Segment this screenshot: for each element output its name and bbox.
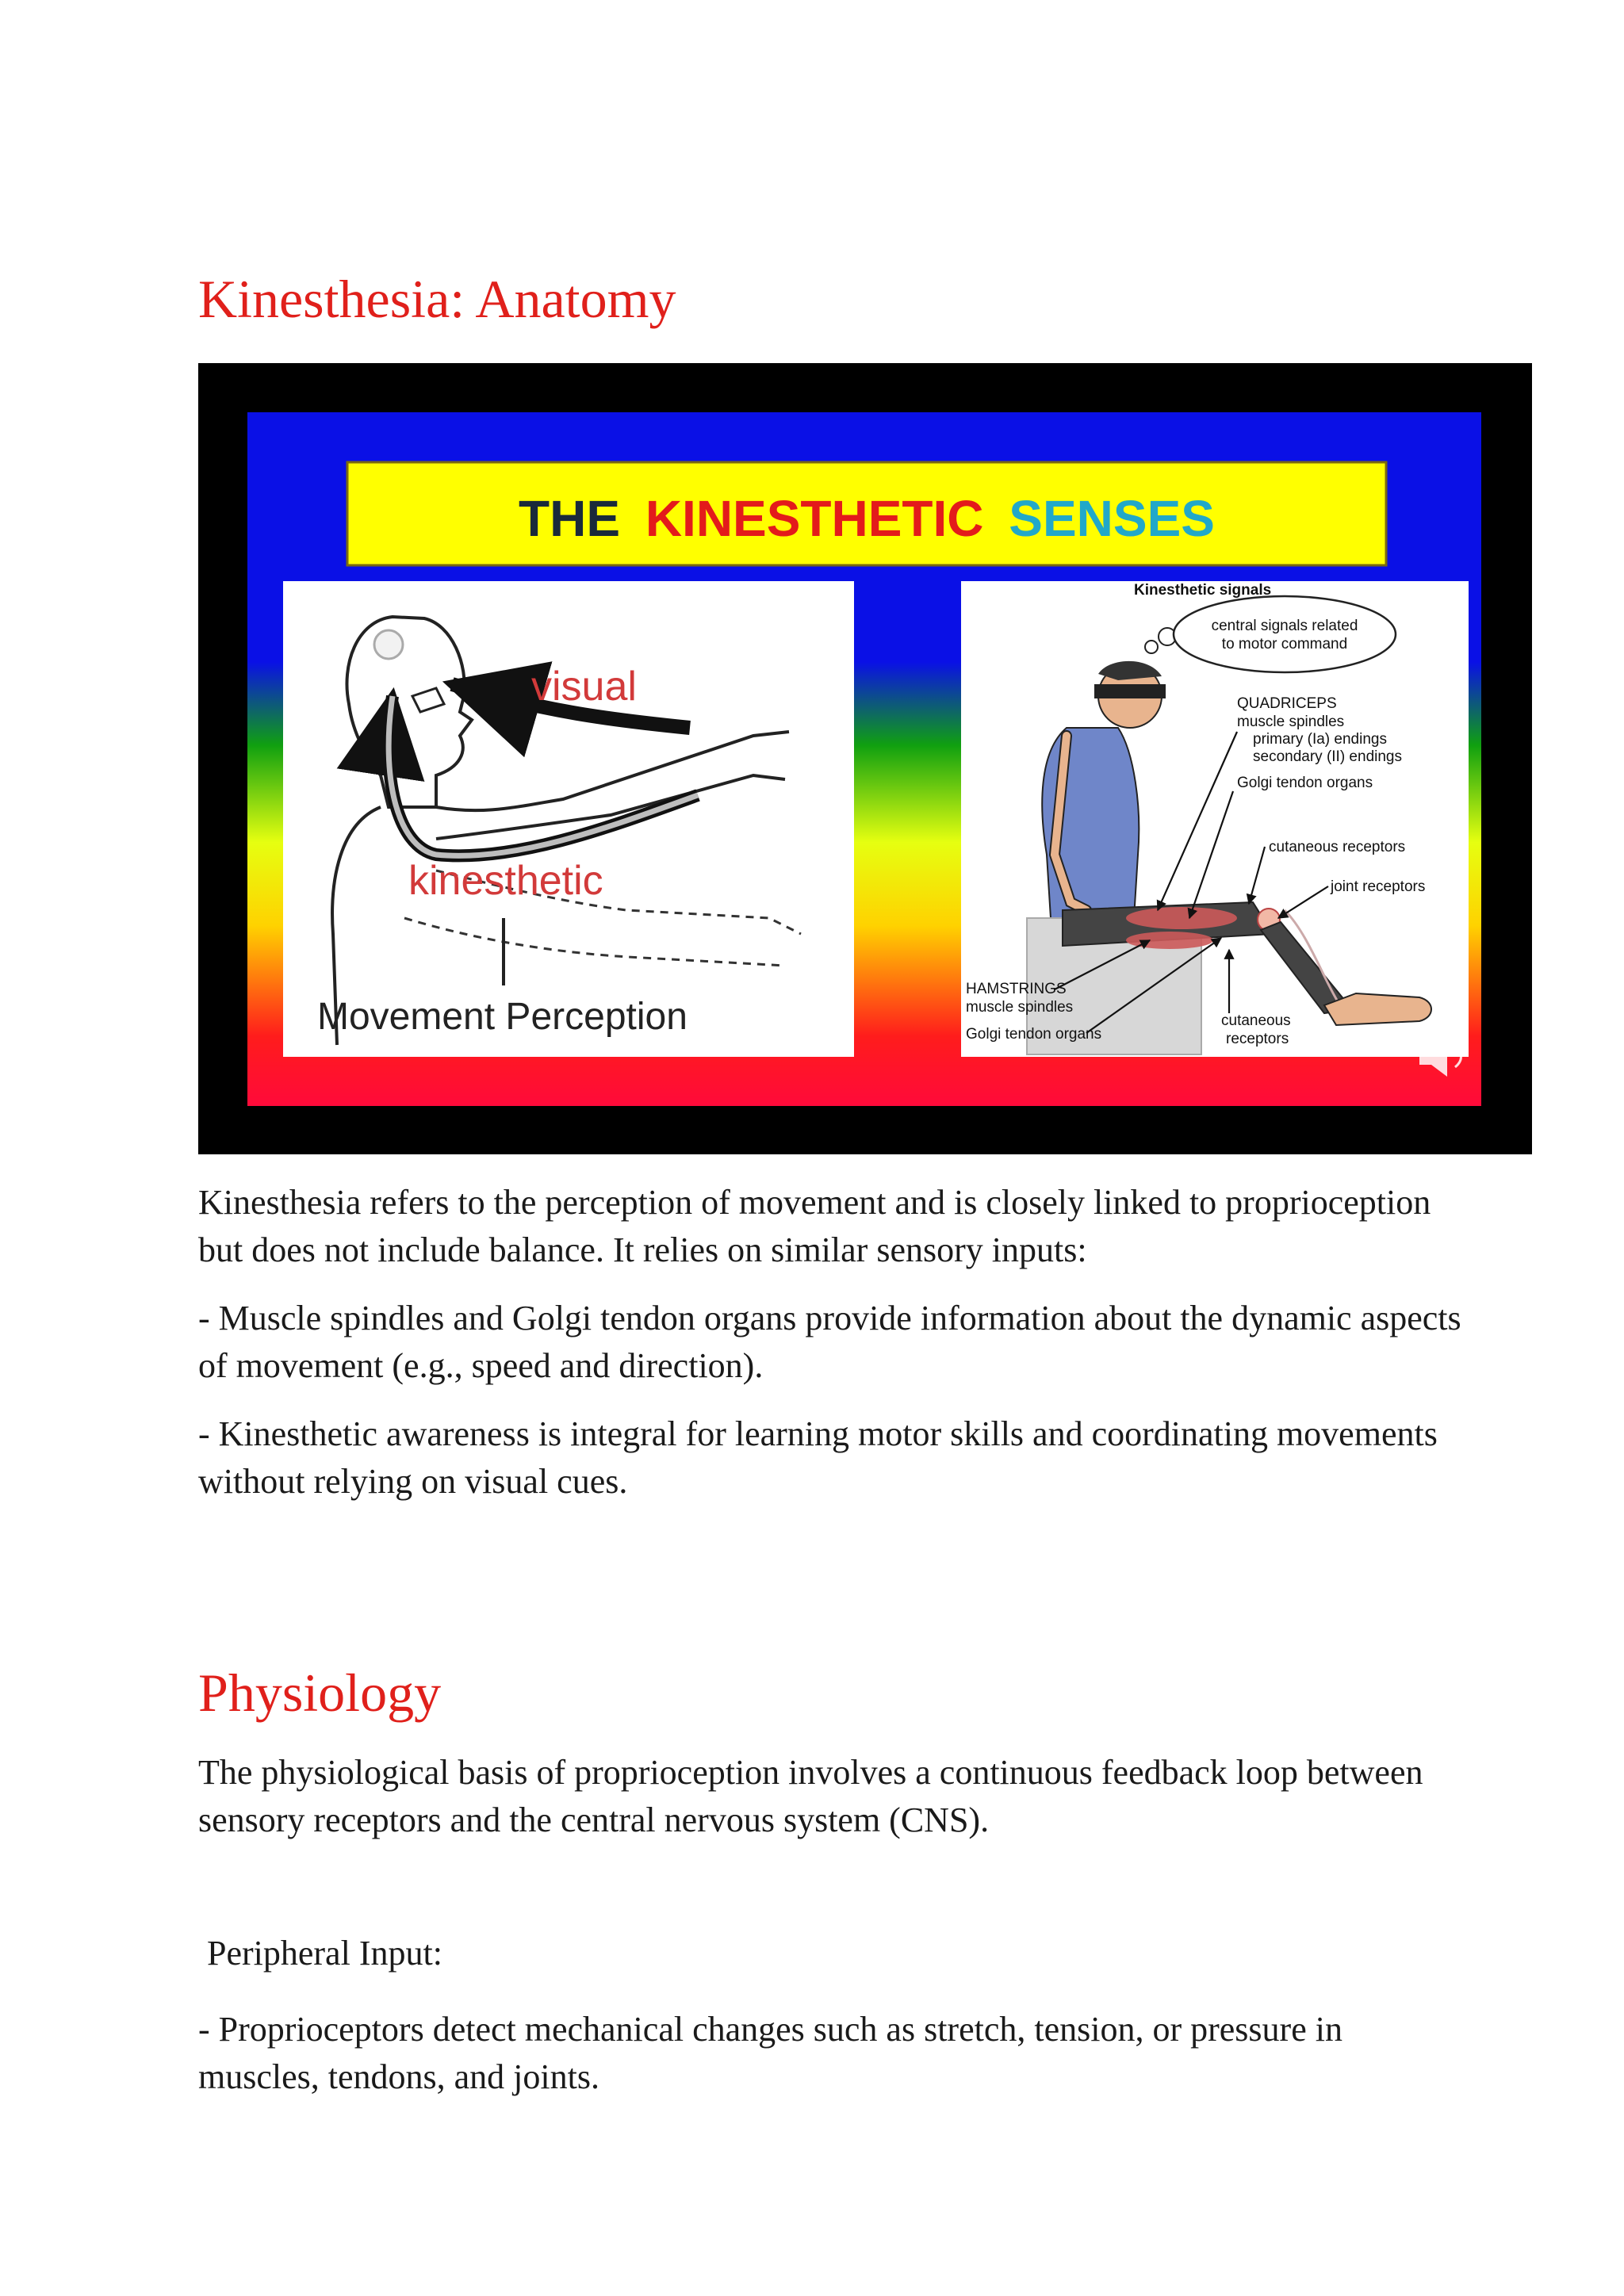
golgi-upper: Golgi tendon organs bbox=[1237, 775, 1373, 791]
quad-title: QUADRICEPS bbox=[1237, 695, 1337, 712]
label-visual: visual bbox=[531, 664, 637, 710]
banner-word-the: THE bbox=[519, 490, 621, 547]
lightbulb-icon bbox=[374, 630, 403, 659]
banner-word-senses: SENSES bbox=[1009, 490, 1215, 547]
label-kinesthetic: kinesthetic bbox=[408, 858, 603, 904]
banner-title bbox=[519, 490, 1215, 547]
cutaneous-upper: cutaneous receptors bbox=[1269, 839, 1406, 855]
cutaneous-lower-1: cutaneous bbox=[1221, 1012, 1291, 1029]
movement-perception-panel bbox=[283, 581, 854, 1057]
quad-spindles: muscle spindles bbox=[1237, 714, 1345, 730]
ham-title: HAMSTRINGS bbox=[966, 981, 1067, 997]
golgi-lower: Golgi tendon organs bbox=[966, 1026, 1102, 1043]
thought-line-1: central signals related bbox=[1211, 618, 1358, 634]
joint-receptors: joint receptors bbox=[1331, 878, 1426, 895]
kinesthetic-senses-figure bbox=[198, 363, 1532, 1154]
signals-title: Kinesthetic signals bbox=[1134, 582, 1272, 599]
bullet-proprioceptors: - Proprioceptors detect mechanical changes such as stretch, tension, or pressure in muscles, tendons, and joints. bbox=[198, 2010, 1342, 2096]
thought-line-2: to motor command bbox=[1221, 636, 1348, 652]
bullet-kinesthetic-awareness: - Kinesthetic awareness is integral for learning motor skills and coordinating movements without relying on visual cues. bbox=[198, 1414, 1438, 1501]
quad-secondary: secondary (II) endings bbox=[1253, 748, 1402, 765]
paragraph-kinesthesia-intro: Kinesthesia refers to the perception of movement and is closely linked to proprioception but does not include balance. It relies on similar sensory inputs: bbox=[198, 1183, 1431, 1269]
quad-primary: primary (Ia) endings bbox=[1253, 731, 1387, 748]
kinesthetic-signals-panel bbox=[961, 581, 1469, 1057]
cutaneous-lower-2: receptors bbox=[1226, 1031, 1289, 1047]
panel-caption: Movement Perception bbox=[317, 996, 688, 1038]
section-heading-physiology: Physiology bbox=[198, 1663, 442, 1723]
bullet-muscle-spindles: - Muscle spindles and Golgi tendon organs provide information about the dynamic aspects of movement (e.g., speed and direction). bbox=[198, 1299, 1461, 1385]
ham-spindles: muscle spindles bbox=[966, 999, 1074, 1016]
banner-word-kinesthetic: KINESTHETIC bbox=[645, 490, 984, 547]
section-heading-anatomy: Kinesthesia: Anatomy bbox=[198, 269, 676, 329]
label-peripheral-input: Peripheral Input: bbox=[198, 1934, 442, 1973]
paragraph-physiology: The physiological basis of proprioception involves a continuous feedback loop between sensory receptors and the central nervous system (CNS). bbox=[198, 1753, 1423, 1839]
thought-bubble bbox=[1174, 596, 1396, 672]
